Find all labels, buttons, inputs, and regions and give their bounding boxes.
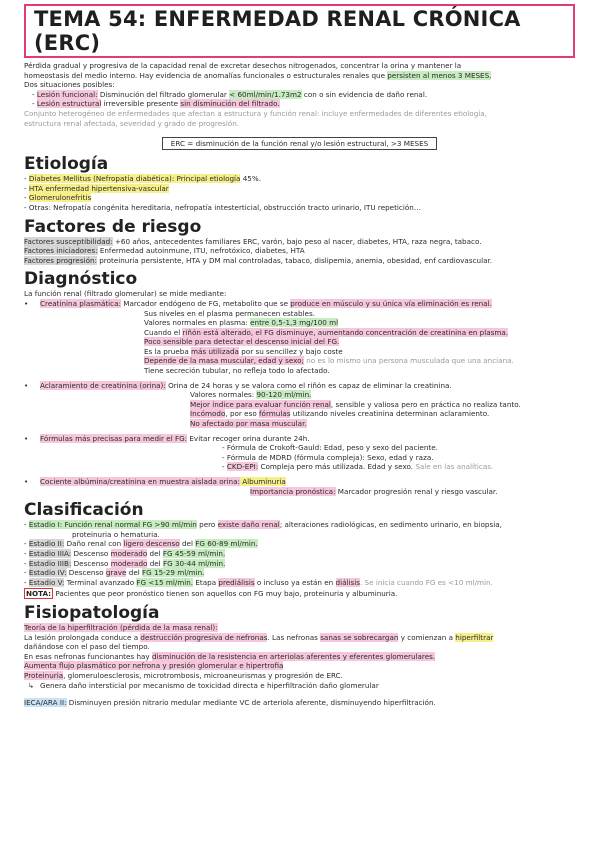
text: 45%. xyxy=(240,174,261,184)
highlight-glomerulonefritis: Glomerulonefritis xyxy=(28,193,92,203)
highlight: Incómodo xyxy=(190,409,226,419)
diag-line xyxy=(24,409,575,419)
heading-factores: Factores de riesgo xyxy=(24,216,202,237)
text: Marcador progresión renal y riesgo vascular. xyxy=(335,486,498,496)
intro-line-7: estructura renal afectada, severidad y grado de progresión. xyxy=(24,118,240,128)
stage-1-cont: proteinuria o hematuria. xyxy=(72,529,160,539)
text: . Las nefronas xyxy=(267,632,321,642)
highlight: Aumenta flujo plasmático por nefrona y presión glomerular e hipertrofia xyxy=(24,661,284,671)
etiology-item: - HTA enfermedad hipertensiva-vascular xyxy=(24,183,169,193)
diag-cociente: • Cociente albúmina/creatinina en muestra aislada orina: Albuminuria xyxy=(24,477,286,486)
text: Compleja pero más utilizada. Edad y sexo. xyxy=(258,462,414,472)
diag-line xyxy=(24,390,575,400)
label-iniciadores: Factores iniciadores: xyxy=(24,246,98,256)
factor-item xyxy=(24,237,575,247)
fisio-line xyxy=(24,671,575,681)
diag-line: - Fórmula de MDRD (fórmula compleja): Sexo, edad y raza. xyxy=(222,452,434,462)
label-stage: Estadio IIIB: xyxy=(28,558,72,568)
highlight-range: 90-120 ml/min. xyxy=(256,390,312,400)
highlight: disminución de la resistencia en arteriolas aferentes y eferentes glomerulares. xyxy=(151,651,436,661)
highlight: Teoría de la hiperfiltración (pérdida de la masa renal): xyxy=(24,622,218,632)
label-stage: Estadio IIIA: xyxy=(28,548,72,558)
label-progresion: Factores progresión: xyxy=(24,255,97,265)
label-creatinina: Creatinina plasmática: xyxy=(40,298,121,308)
text: Enfermedad autoinmune, ITU, nefrotóxico, diabetes, HTA xyxy=(97,246,305,256)
label-stage: Estadio V: xyxy=(28,577,65,587)
highlight-albuminuria: Albuminuria xyxy=(239,477,286,486)
highlight-text: sin disminución del filtrado. xyxy=(180,99,280,109)
highlight-fg: FG 15-29 ml/min. xyxy=(142,568,205,578)
heading-diagnostico: Diagnóstico xyxy=(24,269,138,290)
highlight-duration: persisten al menos 3 MESES. xyxy=(387,70,492,80)
diag-formulas: • Fórmulas más precisas para medir el FG: Evitar recoger orina durante 24h. xyxy=(24,433,310,443)
highlight-value: < 60ml/min/1.73m2 xyxy=(229,89,302,99)
highlight: prediálisis xyxy=(218,577,255,587)
highlight: produce en músculo y su única vía eliminación es renal. xyxy=(290,298,492,308)
highlight: sanas se sobrecargan xyxy=(320,632,399,642)
note: Sale en las analíticas. xyxy=(413,462,494,472)
fisio-line: dañándose con el paso del tiempo. xyxy=(24,642,150,652)
text: Pacientes que peor pronóstico tienen son aquellos con FG muy bajo, proteinuria y albuminuria. xyxy=(53,589,398,599)
text: Valores normales en plasma: xyxy=(144,318,251,328)
text: del xyxy=(126,568,143,578)
stage-5: - Estadio V: Terminal avanzado FG <15 ml/min. Etapa prediálisis o incluso ya están en diálisis. Se inicia cuando FG es <10 ml/min. xyxy=(24,577,493,587)
label-stage: Estadio II: xyxy=(28,539,65,549)
heading-fisiopatologia: Fisiopatología xyxy=(24,602,160,623)
highlight: riñón está alterado, el FG disminuye, aumentando concentración de creatinina en plasma. xyxy=(182,327,509,337)
situation-structural: - Lesión estructural irreversible presente sin disminución del filtrado. xyxy=(32,99,280,109)
heading-clasificacion: Clasificación xyxy=(24,500,144,521)
text: proteinuria persistente, HTA y DM mal controladas, tabaco, dislipemia, anemia, obesidad, enf cardiovascular. xyxy=(96,255,493,265)
highlight: Proteinuria xyxy=(24,670,64,680)
text: con o sin evidencia de daño renal. xyxy=(301,89,428,99)
text: Disminución del filtrado glomerular xyxy=(97,89,230,99)
diag-line xyxy=(24,347,575,357)
heading-etiologia: Etiología xyxy=(24,154,109,175)
stage-3a: - Estadio IIIA: Descenso moderado del FG 45-59 ml/min. xyxy=(24,548,226,558)
highlight: Poco sensible para detectar el descenso inicial del FG. xyxy=(144,337,340,347)
label-structural: Lesión estructural xyxy=(36,99,102,109)
text: Descenso xyxy=(71,548,111,558)
situation-functional: - Lesión funcional: Disminución del filtrado glomerular < 60ml/min/1.73m2 con o sin evidencia de daño renal. xyxy=(32,89,428,99)
intro-line-6: Conjunto heterogéneo de enfermedades que afectan a estructura y función renal: incluye enfermedades de diferentes etiología, xyxy=(24,108,487,118)
label-cociente: Cociente albúmina/creatinina en muestra aislada orina: xyxy=(40,477,240,486)
highlight: existe daño renal xyxy=(217,520,280,530)
diag-creatinina: • Creatinina plasmática: Marcador endógeno de FG, metabolito que se produce en músculo y su única vía eliminación es renal. xyxy=(24,298,492,308)
text: Es la prueba xyxy=(144,346,192,356)
text: irreversible presente xyxy=(101,99,181,109)
highlight: moderado xyxy=(110,548,148,558)
text: utilizando niveles creatinina determinan aclaramiento. xyxy=(290,409,490,419)
highlight: fórmulas xyxy=(259,409,291,419)
text: del xyxy=(147,548,163,558)
text: Marcador endógeno de FG, metabolito que se xyxy=(120,298,291,308)
factor-item xyxy=(24,256,575,266)
diag-line: Tiene secreción tubular, no refleja todo lo afectado. xyxy=(144,366,330,376)
highlight-principal: Principal etiología xyxy=(174,174,241,184)
text: y comienzan a xyxy=(398,632,456,642)
highlight-diabetes: Diabetes Mellitus (Nefropatía diabética): xyxy=(28,174,175,184)
text: Descenso xyxy=(66,568,106,578)
factor-item xyxy=(24,246,575,256)
text: - xyxy=(222,462,227,472)
diag-line xyxy=(24,487,575,497)
diag-line xyxy=(24,356,575,366)
highlight-fg: FG 30-44 ml/min. xyxy=(162,558,226,568)
diag-line xyxy=(24,400,575,410)
nota-line xyxy=(24,589,575,599)
highlight-fg: FG 60-89 ml/min. xyxy=(195,539,258,549)
diag-intro: La función renal (filtrado glomerular) se mide mediante: xyxy=(24,289,227,299)
page-title: TEMA 54: ENFERMEDAD RENAL CRÓNICA (ERC) xyxy=(24,4,575,58)
label-stage: Estadio I: Función renal normal xyxy=(28,520,143,530)
intro-line-3: Dos situaciones posibles: xyxy=(24,80,115,90)
diag-line xyxy=(24,462,575,472)
text: La lesión prolongada conduce a xyxy=(24,632,141,642)
intro-section xyxy=(24,61,575,150)
diag-line xyxy=(24,318,575,328)
fisio-line xyxy=(24,661,575,671)
text: En esas nefronas funcionantes hay xyxy=(24,651,152,661)
highlight: destrucción progresiva de nefronas xyxy=(140,632,268,642)
text: , glomeruloesclerosis, microtrombosis, microaneurismas y progresión de ERC. xyxy=(63,670,343,680)
text: Etapa xyxy=(193,577,219,587)
theory-title xyxy=(24,623,575,633)
definition-box: ERC = disminución de la función renal y/o lesión estructural, >3 MESES xyxy=(162,137,437,150)
nota-label: NOTA: xyxy=(26,589,52,599)
etiology-item: - Otras: Nefropatía congénita hereditaria, nefropatía intesterticial, obstrucción tracto urinario, ITU repetición… xyxy=(24,202,422,212)
etiology-item: - Diabetes Mellitus (Nefropatía diabética): Principal etiología 45%. xyxy=(24,174,261,184)
diag-line xyxy=(24,419,575,429)
note: . Se inicia cuando FG es <10 ml/min. xyxy=(359,577,493,587)
text: Terminal avanzado xyxy=(64,577,137,587)
highlight: Importancia pronóstica: xyxy=(250,486,336,496)
text: Genera daño intersticial por mecanismo de toxicidad directa e hiperfiltración daño glomerular xyxy=(40,680,379,690)
text: Cuando el xyxy=(144,327,183,337)
text: , por eso xyxy=(225,409,260,419)
text: ; alteraciones radiológicas, en sedimento urinario, en biopsia, xyxy=(279,520,502,530)
highlight: Depende de la masa muscular, edad y sexo; xyxy=(144,356,304,366)
fisio-line xyxy=(24,698,575,708)
highlight: grave xyxy=(105,568,127,578)
fisio-line: ↳ Genera daño intersticial por mecanismo de toxicidad directa e hiperfiltración daño glomerular xyxy=(28,680,379,690)
intro-line-2 xyxy=(24,71,575,81)
text: , sensible y valiosa pero en práctica no realiza tanto. xyxy=(330,399,521,409)
text: Daño renal con xyxy=(64,539,124,549)
highlight: hiperfiltrar xyxy=(455,632,494,642)
text: Descenso xyxy=(71,558,111,568)
highlight: Mejor índice para evaluar función renal xyxy=(190,399,331,409)
diag-line: - Fórmula de Crokoft-Gauld: Edad, peso y sexo del paciente. xyxy=(222,443,438,453)
intro-line-1: Pérdida gradual y progresiva de la capacidad renal de excretar desechos nitrogenados, concentrar la orina y mantener la xyxy=(24,61,462,70)
label-aclaramiento: Aclaramiento de creatinina (orina): xyxy=(40,380,166,390)
label-stage: Estadio IV: xyxy=(28,568,67,578)
stage-2: - Estadio II: Daño renal con ligero descenso del FG 60-89 ml/min. xyxy=(24,539,258,549)
highlight: diálisis xyxy=(335,577,360,587)
text: +60 años, antecedentes familiares ERC, varón, bajo peso al nacer, diabetes, HTA, raza negra, tabaco. xyxy=(112,236,482,246)
diag-line: Sus niveles en el plasma permanecen estables. xyxy=(144,308,315,318)
diag-line xyxy=(24,328,575,338)
stage-1: - Estadio I: Función renal normal FG >90 ml/min pero existe daño renal; alteraciones radiológicas, en sedimento urinario, en biopsia, xyxy=(24,520,502,530)
text: o incluso ya están en xyxy=(254,577,336,587)
highlight-hta: HTA enfermedad hipertensiva-vascular xyxy=(28,183,169,193)
text: Otras: Nefropatía congénita hereditaria, nefropatía intesterticial, obstrucción tracto urinario, ITU repetición… xyxy=(28,202,422,212)
highlight-range: entre 0,5-1,3 mg/100 ml xyxy=(250,318,339,328)
highlight: No afectado por masa muscular. xyxy=(190,419,307,429)
text: Evitar recoger orina durante 24h. xyxy=(187,433,310,443)
fisio-line xyxy=(24,652,575,662)
highlight-fg: FG <15 ml/min. xyxy=(136,577,194,587)
text: del xyxy=(179,539,196,549)
stage-4: - Estadio IV: Descenso grave del FG 15-29 ml/min. xyxy=(24,568,205,578)
fisio-line xyxy=(24,633,575,643)
etiology-item: - Glomerulonefritis xyxy=(24,193,92,203)
text: pero xyxy=(196,520,218,530)
highlight: moderado xyxy=(110,558,148,568)
intro-text: homeostasis del medio interno. Hay evidencia de anomalías funcionales o estructurales renales que xyxy=(24,70,388,80)
text: del xyxy=(147,558,163,568)
text: Disminuyen presión nitrario medular mediante VC de arteriola aferente, disminuyendo hiperfiltración. xyxy=(66,698,436,708)
text: Valores normales: xyxy=(190,390,257,400)
text: Orina de 24 horas y se valora como el riñón es capaz de eliminar la creatinina. xyxy=(165,380,452,390)
stage-3b: - Estadio IIIB: Descenso moderado del FG 30-44 ml/min. xyxy=(24,558,226,568)
label-susceptibilidad: Factores susceptibilidad: xyxy=(24,236,113,246)
highlight-fg: FG 45-59 ml/min. xyxy=(162,548,226,558)
label-formulas: Fórmulas más precisas para medir el FG: xyxy=(40,433,188,443)
note: no es lo mismo una persona musculada que una anciana. xyxy=(303,356,514,366)
diag-line xyxy=(24,337,575,347)
highlight: más utilizada xyxy=(191,346,239,356)
diag-aclaramiento: • Aclaramiento de creatinina (orina): Orina de 24 horas y se valora como el riñón es capaz de eliminar la creatinina. xyxy=(24,380,452,390)
highlight: ligero descenso xyxy=(123,539,180,549)
label-functional: Lesión funcional: xyxy=(36,89,98,99)
label-ieca: IECA/ARA II: xyxy=(24,698,67,708)
highlight: CKD-EPI: xyxy=(226,462,259,472)
text: por su sencillez y bajo coste xyxy=(238,346,343,356)
highlight-fg: FG >90 ml/min xyxy=(142,520,197,530)
